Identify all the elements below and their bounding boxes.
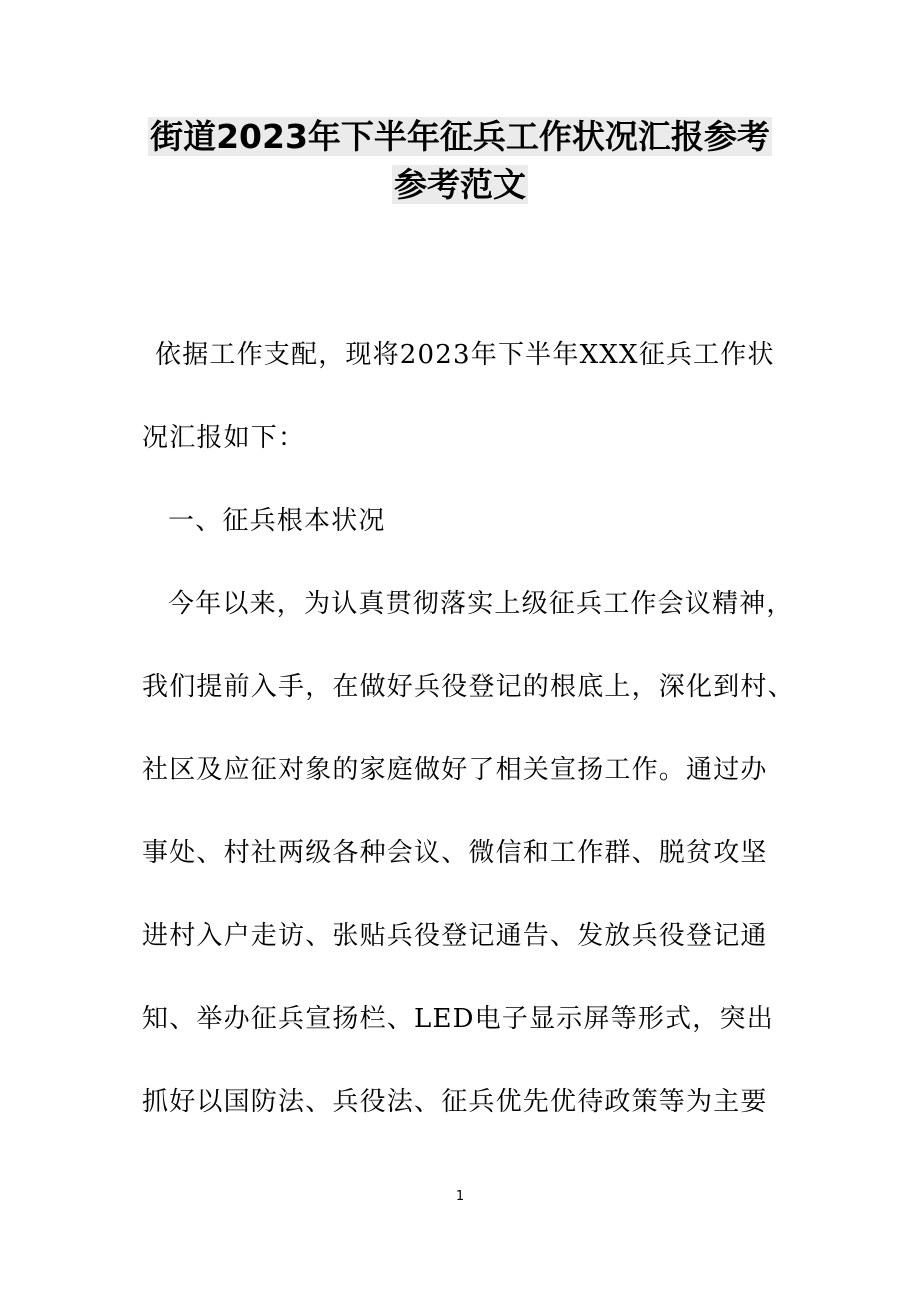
paragraph-line: 依据工作支配，现将2023年下半年XXX征兵工作状 xyxy=(155,340,775,370)
section-heading: 一、征兵根本状况 xyxy=(168,506,386,536)
paragraph-line: 社区及应征对象的家庭做好了相关宣扬工作。通过办 xyxy=(142,755,768,785)
paragraph-line: 事处、村社两级各种会议、微信和工作群、脱贫攻坚 xyxy=(142,838,768,868)
document-title-line-2 xyxy=(0,162,920,208)
document-title-line-1 xyxy=(0,114,920,160)
paragraph-line: 我们提前入手，在做好兵役登记的根底上，深化到村、 xyxy=(142,672,795,702)
paragraph-line: 抓好以国防法、兵役法、征兵优先优待政策等为主要 xyxy=(142,1087,768,1117)
title-text-2: 参考范文 xyxy=(394,165,526,204)
page-number: 1 xyxy=(455,1189,465,1204)
paragraph-line: 况汇报如下： xyxy=(142,423,306,453)
paragraph-line: 知、举办征兵宣扬栏、LED电子显示屏等形式，突出 xyxy=(142,1004,774,1034)
paragraph-line: 今年以来，为认真贯彻落实上级征兵工作会议精神， xyxy=(168,589,794,619)
title-text-1: 街道2023年下半年征兵工作状况汇报参考 xyxy=(150,117,770,156)
paragraph-line: 进村入户走访、张贴兵役登记通告、发放兵役登记通 xyxy=(142,921,768,951)
